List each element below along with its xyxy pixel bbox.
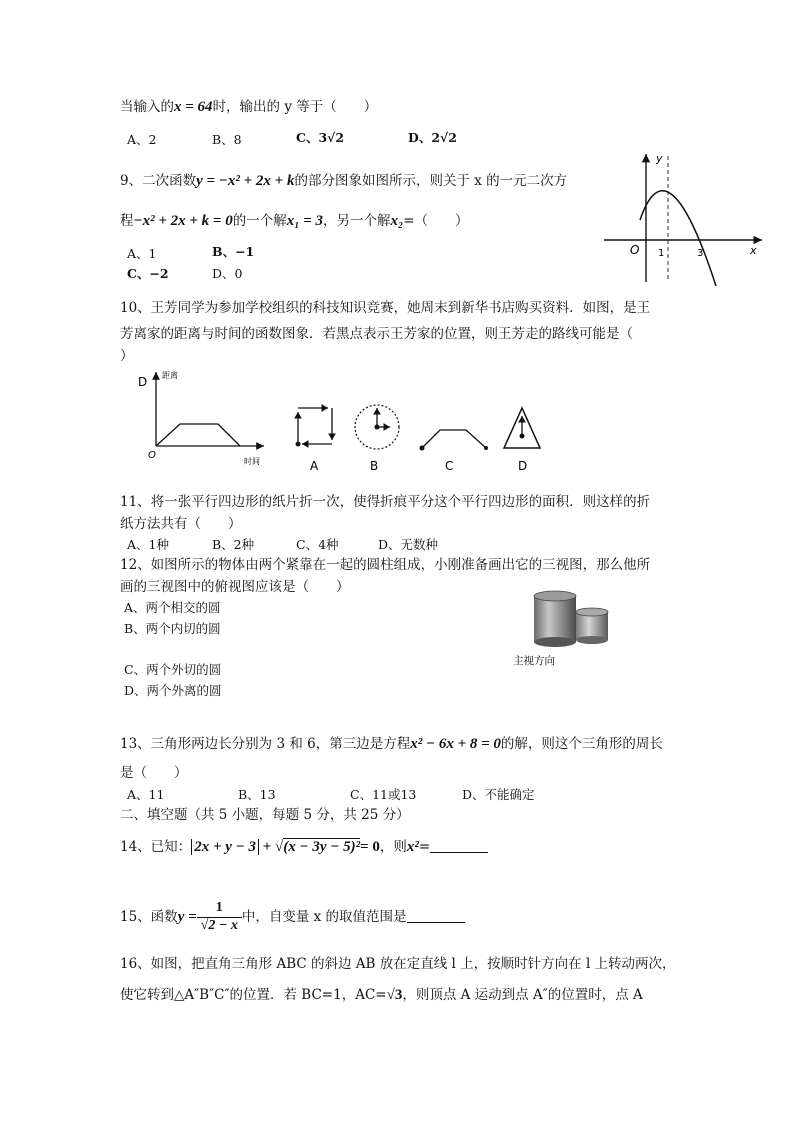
route-a-square xyxy=(296,408,333,447)
x-label: x xyxy=(750,244,757,257)
q11-option-c: C、4种 xyxy=(296,537,339,552)
q13-stem-line2: 是（ ） xyxy=(120,765,188,781)
q9-function: y = −x² + 2x + k xyxy=(196,173,295,189)
q9-option-d: D、0 xyxy=(212,266,243,281)
choice-label-a: A xyxy=(310,459,319,473)
q10-stem-line3: ） xyxy=(120,348,134,364)
q15-lhs: y = xyxy=(177,908,197,925)
view-direction-caption: 主视方向 xyxy=(513,655,555,667)
q9-option-a: A、1 xyxy=(127,246,157,261)
q12-option-d: D、两个外离的圆 xyxy=(124,683,222,698)
small-cylinder xyxy=(576,608,608,644)
q15-numerator: 1 xyxy=(197,900,242,918)
tick-1: 1 xyxy=(658,248,665,259)
q13-equation: x² − 6x + 8 = 0 xyxy=(410,736,501,752)
q8-option-b: B、8 xyxy=(212,132,242,147)
q14-sqrt-sign: √ xyxy=(275,839,284,855)
distance-axis-label: 距离 xyxy=(162,371,178,380)
q12-stem-line2: 画的三视图中的俯视图应该是（ ） xyxy=(120,579,350,595)
q14-sqrt-expr: (x − 3y − 5)² xyxy=(283,839,361,855)
q13-stem-line1: 13、三角形两边长分别为 3 和 6，第三边是方程x² − 6x + 8 = 0的解，则这个三角形的周长 xyxy=(120,736,663,752)
q15-fraction xyxy=(197,900,242,935)
graph-corner-label: D xyxy=(138,375,148,389)
q11-option-a: A、1种 xyxy=(127,537,169,552)
q16-stem-line1: 16、如图，把直角三角形 ABC 的斜边 AB 放在定直线 l 上，按顺时针方向在 l 上转动两次， xyxy=(120,956,676,972)
q9-parabola-graph xyxy=(600,148,770,288)
q15-denominator: √2 − x xyxy=(200,917,238,933)
section-heading: 二、填空题（共 5 小题，每题 5 分，共 25 分） xyxy=(120,807,410,823)
q8-math: x = 64 xyxy=(174,99,213,115)
q10-stem-line1: 10、王芳同学为参加学校组织的科技知识竞赛，她周末到新华书店购买资料．如图，是王 xyxy=(120,300,651,316)
q12-option-a: A、两个相交的圆 xyxy=(124,600,221,615)
q13-option-a: A、11 xyxy=(127,787,165,802)
q14-abs-expr: 2x + y − 3 xyxy=(191,839,259,855)
distance-curve xyxy=(156,424,240,446)
q16-stem-line2: 使它转到△A″B″C″的位置．若 BC=1，AC=√3，则顶点 A 运动到点 A″的位置时，点 A xyxy=(120,987,643,1003)
choice-label-c: C xyxy=(445,459,454,473)
q10-distance-time-graph xyxy=(136,366,271,470)
choice-label-b: B xyxy=(370,459,379,473)
route-c-path xyxy=(420,430,489,451)
q8-option-a: A、2 xyxy=(127,132,157,147)
route-d-triangle xyxy=(504,408,540,448)
q12-cylinders-figure xyxy=(510,584,620,670)
parabola-curve xyxy=(640,191,716,286)
q14-stem: 14、已知： 2x + y − 3 + √(x − 3y − 5)²= 0，则x²= xyxy=(120,838,488,856)
q8-option-d: D、2√2 xyxy=(408,130,457,145)
q12-option-b: B、两个内切的圆 xyxy=(124,621,221,636)
q12-stem-line1: 12、如图所示的物体由两个紧靠在一起的圆柱组成，小刚准备画出它的三视图，那么他所 xyxy=(120,557,651,573)
q9-root1: x₁ = 3 xyxy=(286,213,324,229)
q12-option-c: C、两个外切的圆 xyxy=(124,662,222,677)
q9-option-c: C、−2 xyxy=(127,266,169,281)
q8-option-c: C、3√2 xyxy=(296,130,345,145)
q10-stem-line2: 芳离家的距离与时间的函数图象．若黑点表示王芳家的位置，则王芳走的路线可能是（ xyxy=(120,326,633,342)
origin-label: O xyxy=(630,243,640,257)
time-axis-label: 时间 xyxy=(244,457,260,466)
y-label: y xyxy=(656,152,663,165)
q9-stem-line2: 程−x² + 2x + k = 0的一个解x₁ = 3，另一个解x₂=（ ） xyxy=(120,213,469,229)
q11-option-d: D、无数种 xyxy=(378,537,439,552)
q9-option-b: B、−1 xyxy=(212,244,255,259)
q11-option-b: B、2种 xyxy=(212,537,255,552)
q15-stem: 15、函数y = $\frac{1}{√2 - x}$ 中，自变量 x 的取值范围是 xyxy=(120,900,465,935)
graph-origin-label: O xyxy=(148,450,156,461)
q10-route-choices xyxy=(290,400,560,475)
q14-answer-blank[interactable] xyxy=(430,840,488,853)
q9-root2: x₂ xyxy=(390,213,404,229)
large-cylinder xyxy=(534,591,576,647)
q16-math: √3 xyxy=(386,987,403,1003)
q13-option-d: D、不能确定 xyxy=(462,787,535,802)
q9-equation: −x² + 2x + k = 0 xyxy=(133,213,233,229)
q13-option-c: C、11或13 xyxy=(350,787,417,802)
q14-eq-zero: = 0 xyxy=(360,839,380,855)
q15-answer-blank[interactable] xyxy=(407,910,465,923)
q11-stem-line2: 纸方法共有（ ） xyxy=(120,516,242,532)
q8-stem: 当输入的x = 64时，输出的 y 等于（ ） xyxy=(120,99,378,115)
q14-target: x² xyxy=(406,839,419,855)
route-b-circle xyxy=(355,405,399,449)
choice-label-d: D xyxy=(518,459,528,473)
tick-3: 3 xyxy=(697,248,704,259)
q11-stem-line1: 11、将一张平行四边形的纸片折一次，使得折痕平分这个平行四边形的面积．则这样的折 xyxy=(120,494,651,510)
q13-option-b: B、13 xyxy=(238,787,276,802)
q9-stem-line1: 9、二次函数y = −x² + 2x + k的部分图象如图所示，则关于 x 的一元二次方 xyxy=(120,173,568,189)
